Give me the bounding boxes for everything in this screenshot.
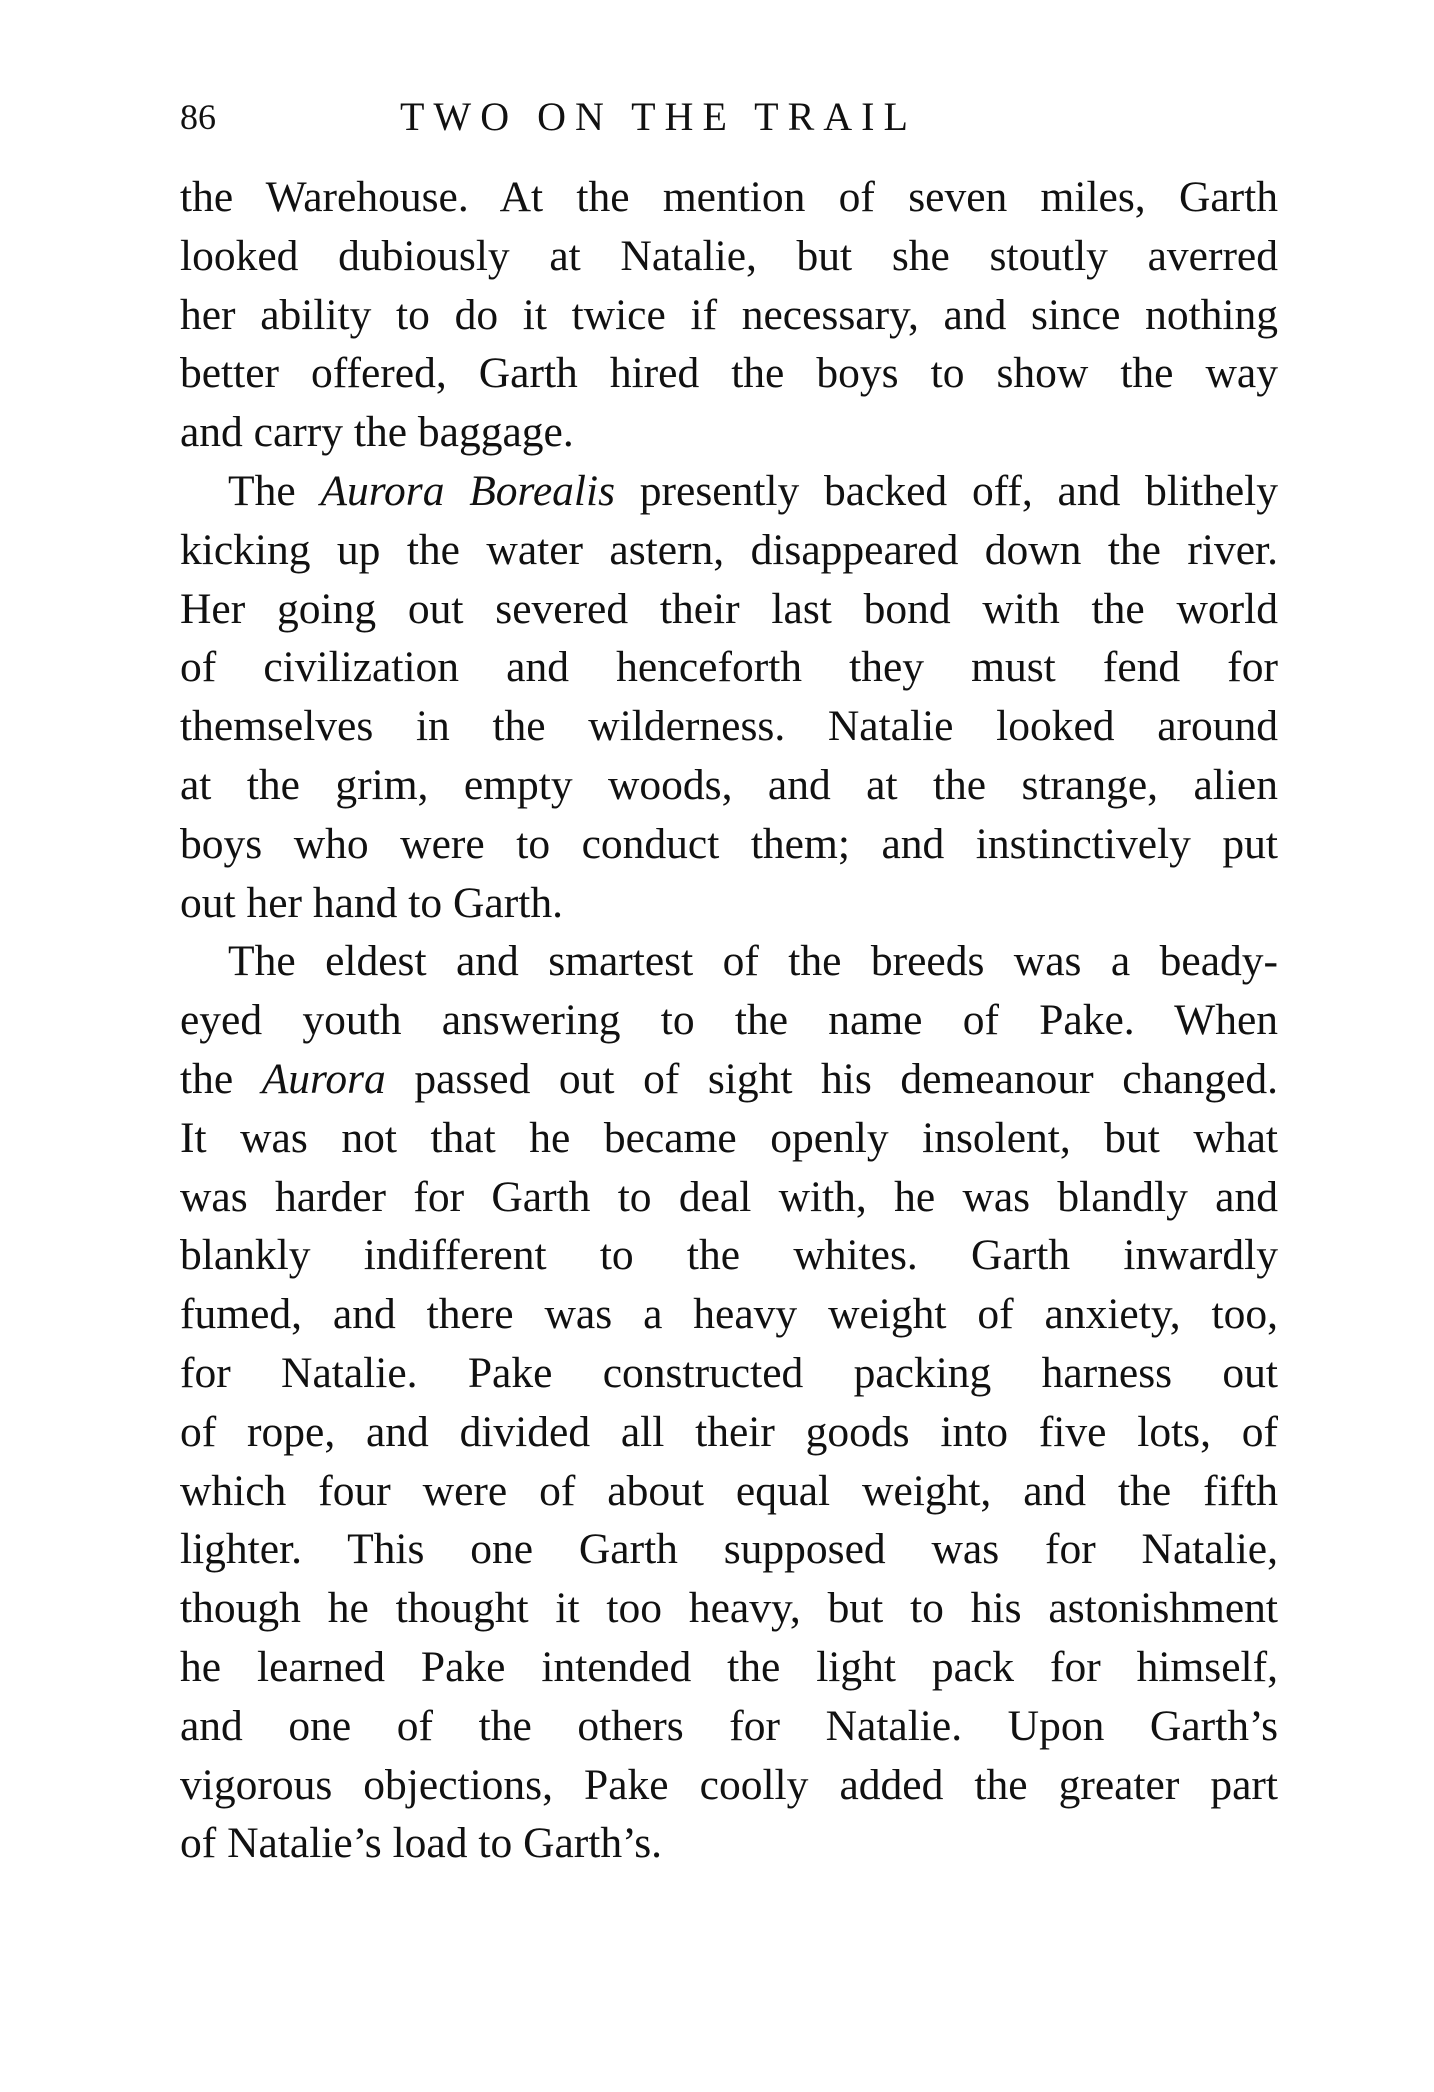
text-line: boys who were to conduct them; and instinctively put — [180, 819, 1278, 868]
text-line: blankly indifferent to the whites. Garth inwardly — [180, 1231, 1278, 1280]
running-header — [180, 92, 1280, 142]
text-line: at the grim, empty woods, and at the strange, alien — [180, 760, 1278, 809]
text-line: the Warehouse. At the mention of seven miles, Garth — [180, 173, 1278, 221]
page-number: 86 — [180, 97, 216, 137]
running-title: TWO ON THE TRAIL — [400, 94, 917, 139]
text-line: and one of the others for Natalie. Upon Garth’s — [180, 1701, 1278, 1750]
text-line: vigorous objections, Pake coolly added the greater part — [180, 1760, 1278, 1809]
text-line: was harder for Garth to deal with, he was blandly and — [180, 1172, 1278, 1221]
paragraph-3 — [180, 932, 1278, 1873]
body-text — [180, 168, 1278, 1873]
paragraph-1 — [180, 168, 1278, 462]
text-line: looked dubiously at Natalie, but she stoutly averred — [180, 231, 1278, 280]
ship-name-italic: Aurora Borealis — [320, 466, 616, 515]
text-line: themselves in the wilderness. Natalie looked around — [180, 702, 1278, 751]
text-line: Her going out severed their last bond with the world — [180, 584, 1278, 633]
text-line: of rope, and divided all their goods into five lots, of — [180, 1407, 1278, 1456]
text-line: he learned Pake intended the light pack for himself, — [180, 1642, 1278, 1691]
text-line: her ability to do it twice if necessary, and since nothing — [180, 290, 1278, 339]
text-line: It was not that he became openly insolent, but what — [180, 1113, 1278, 1162]
text-line: better offered, Garth hired the boys to show the way — [180, 349, 1278, 398]
text-line: though he thought it too heavy, but to his astonishment — [180, 1584, 1278, 1633]
text-line: for Natalie. Pake constructed packing harness out — [180, 1348, 1278, 1397]
text-line: kicking up the water astern, disappeared down the river. — [180, 525, 1278, 574]
text-line: of Natalie’s load to Garth’s. — [180, 1819, 663, 1868]
text-line: eyed youth answering to the name of Pake. When — [180, 996, 1278, 1045]
text-line: of civilization and henceforth they must fend for — [180, 643, 1278, 692]
text-line: fumed, and there was a heavy weight of anxiety, too, — [180, 1290, 1278, 1339]
text-line: lighter. This one Garth supposed was for Natalie, — [180, 1525, 1278, 1574]
text-line: and carry the baggage. — [180, 408, 574, 457]
text-line: which four were of about equal weight, and the fifth — [180, 1466, 1278, 1515]
text-line: The Aurora Borealis presently backed off, and blithely — [228, 466, 1278, 515]
text-line: The eldest and smartest of the breeds was a beady- — [228, 937, 1278, 986]
text-line: the Aurora passed out of sight his demeanour changed. — [180, 1054, 1278, 1103]
text-line: out her hand to Garth. — [180, 878, 563, 927]
ship-name-italic: Aurora — [261, 1054, 386, 1103]
paragraph-2 — [180, 462, 1278, 932]
